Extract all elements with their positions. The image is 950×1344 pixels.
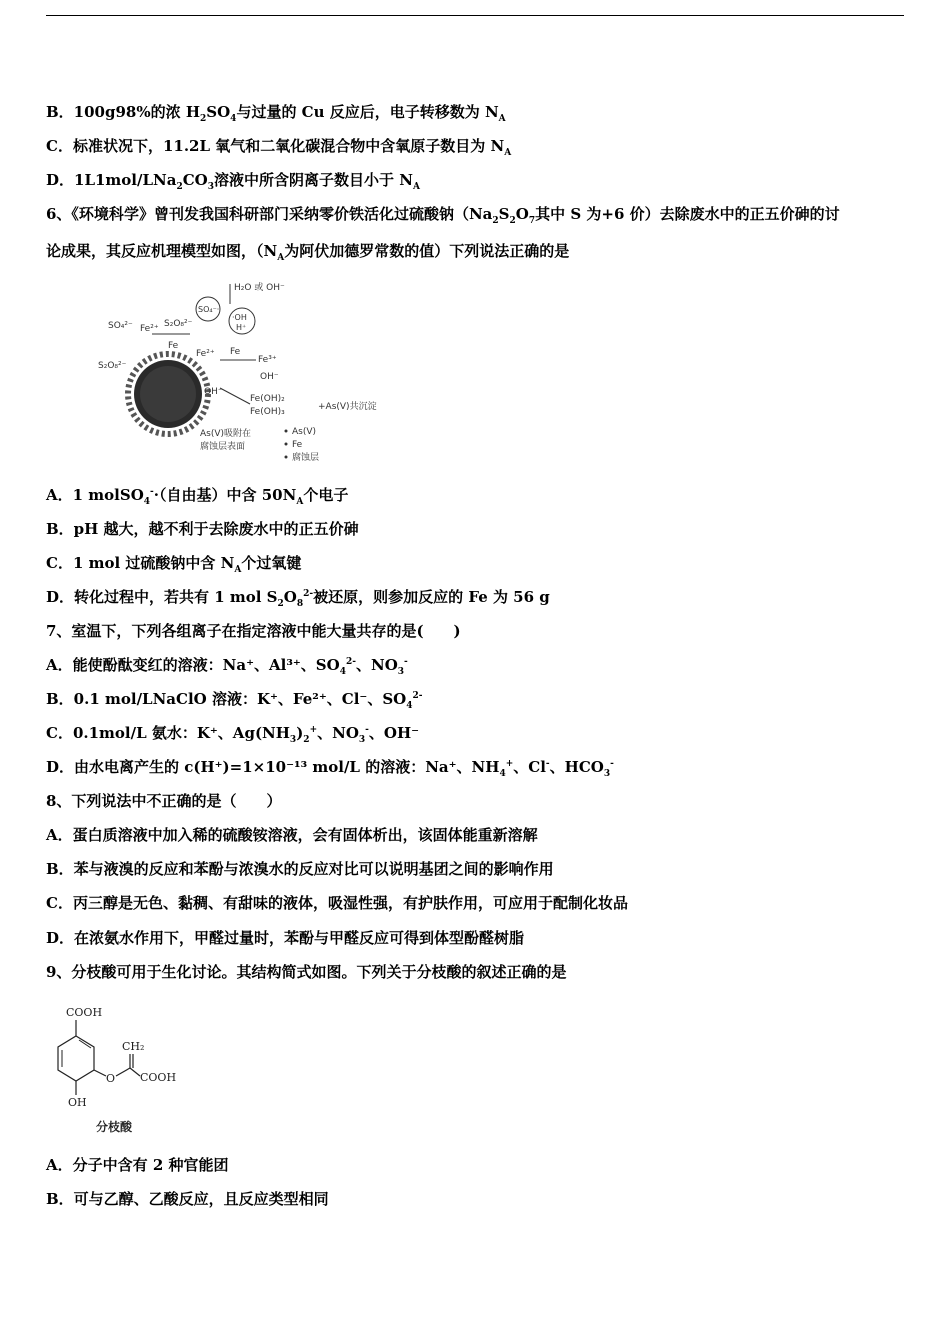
q7-option-a: A．能使酚酞变红的溶液：Na⁺、Al³⁺、$SO_4^{2-}$、$NO_3^-$ — [46, 656, 408, 677]
q6-stem-line1: 6、《环境科学》曾刊发我国科研部门采纳零价铁活化过硫酸钠（$Na_2S_2O_7$其中 S 为+6 价）去除废水中的正五价砷的讨 — [46, 205, 840, 226]
fe3-label: Fe³⁺ — [258, 355, 277, 365]
q9-option-b: B．可与乙醇、乙酸反应，且反应类型相同 — [46, 1190, 329, 1208]
cyclohexadiene-ring — [58, 1036, 94, 1081]
fe2-label-1: Fe²⁺ — [140, 324, 159, 334]
so4-radical-label: SO₄⁻· — [198, 305, 220, 314]
fe-label-2: Fe — [230, 347, 241, 357]
adsorb-label-2: 腐蚀层表面 — [200, 442, 246, 452]
cooh-right-label: COOH — [140, 1071, 177, 1084]
h-plus-label: H⁺ — [236, 323, 247, 332]
header-rule — [46, 15, 904, 16]
q5-option-d: D．$1L1mol/LNa_2CO_3$溶液中所含阴离子数目小于 $N_A$ — [46, 171, 420, 192]
so4-label-1: SO₄²⁻ — [108, 321, 133, 331]
q7-option-d: D．由水电离产生的 c(H⁺)=1×10⁻¹³ mol/L 的溶液：Na⁺、$NH_4^+$、Cl-、$HCO_3^-$ — [46, 758, 614, 779]
legend-as: As(V) — [292, 427, 317, 437]
q8-option-a: A．蛋白质溶液中加入稀的硫酸铵溶液，会有固体析出，该固体能重新溶解 — [46, 826, 538, 844]
q8-option-d: D．在浓氨水作用下，甲醛过量时，苯酚与甲醛反应可得到体型酚醛树脂 — [46, 929, 525, 947]
oh-radical-label: ·OH — [232, 313, 247, 322]
q5-option-c: C．标准状况下，11.2L 氧气和二氧化碳混合物中含氧原子数目为 $N_A$ — [46, 137, 512, 158]
oh-label: OH — [68, 1096, 87, 1109]
legend-fe: Fe — [292, 440, 303, 450]
fe-label-1: Fe — [168, 341, 179, 351]
cooh-top-label: COOH — [66, 1006, 103, 1019]
q8-stem: 8、下列说法中不正确的是（ ） — [46, 792, 282, 810]
q6-option-a: A．1 molSO$_4$-·（自由基）中含 $50N_A$个电子 — [46, 486, 349, 507]
q6-option-c: C．1 mol 过硫酸钠中含 $N_A$个过氧键 — [46, 554, 302, 575]
chorismic-acid-structure — [44, 1000, 194, 1140]
q7-option-c: C．0.1mol/L 氨水：K⁺、$Ag(NH_3)_2^+$、$NO_3^-$、OH⁻ — [46, 724, 420, 745]
q5-option-b: B．100g98%的浓 $H_2SO_4$与过量的 Cu 反应后，电子转移数为 $N_A$ — [46, 103, 506, 124]
q6-option-d: D．转化过程中，若共有 1 mol $S_2O_8^{2-}$被还原，则参加反应的 Fe 为 56 g — [46, 588, 550, 609]
legend-corrosion: 腐蚀层 — [292, 453, 320, 463]
oh-label-2: OH⁻ — [204, 387, 223, 397]
oh-label-1: OH⁻ — [260, 372, 279, 382]
q9-option-a: A．分子中含有 2 种官能团 — [46, 1156, 229, 1174]
q7-option-b: B．0.1 mol/LNaClO 溶液：K⁺、Fe²⁺、Cl⁻、$SO_4^{2-}$ — [46, 690, 423, 711]
structure-caption: 分枝酸 — [96, 1120, 133, 1134]
q8-option-c: C．丙三醇是无色、黏稠、有甜味的液体，吸湿性强，有护肤作用，可应用于配制化妆品 — [46, 894, 628, 912]
feoh2-label: Fe(OH)₂ — [250, 394, 285, 404]
fe2-label-2: Fe²⁺ — [196, 349, 215, 359]
ether-oxygen-label: O — [106, 1072, 116, 1085]
q6-option-b: B．pH 越大，越不利于去除废水中的正五价砷 — [46, 520, 359, 538]
feoh3-label: Fe(OH)₃ — [250, 407, 285, 417]
q8-option-b: B．苯与液溴的反应和苯酚与浓溴水的反应对比可以说明基团之间的影响作用 — [46, 860, 554, 878]
adsorb-label-1: As(V)吸附在 — [200, 429, 252, 439]
coprecipitation-label: +As(V)共沉淀 — [318, 402, 377, 412]
q7-stem: 7、室温下，下列各组离子在指定溶液中能大量共存的是( ) — [46, 622, 461, 640]
s2o8-label-2: S₂O₈²⁻ — [98, 361, 127, 371]
h2o-label: H₂O 或 OH⁻ — [234, 283, 285, 293]
ch2-label: CH₂ — [122, 1040, 145, 1053]
reaction-mechanism-figure — [90, 276, 420, 468]
q6-stem-line2: 论成果，其反应机理模型如图，（$N_A$为阿伏加德罗常数的值）下列说法正确的是 — [46, 242, 570, 263]
s2o8-label-1: S₂O₈²⁻ — [164, 319, 193, 329]
q9-stem: 9、分枝酸可用于生化讨论。其结构简式如图。下列关于分枝酸的叙述正确的是 — [46, 963, 567, 981]
